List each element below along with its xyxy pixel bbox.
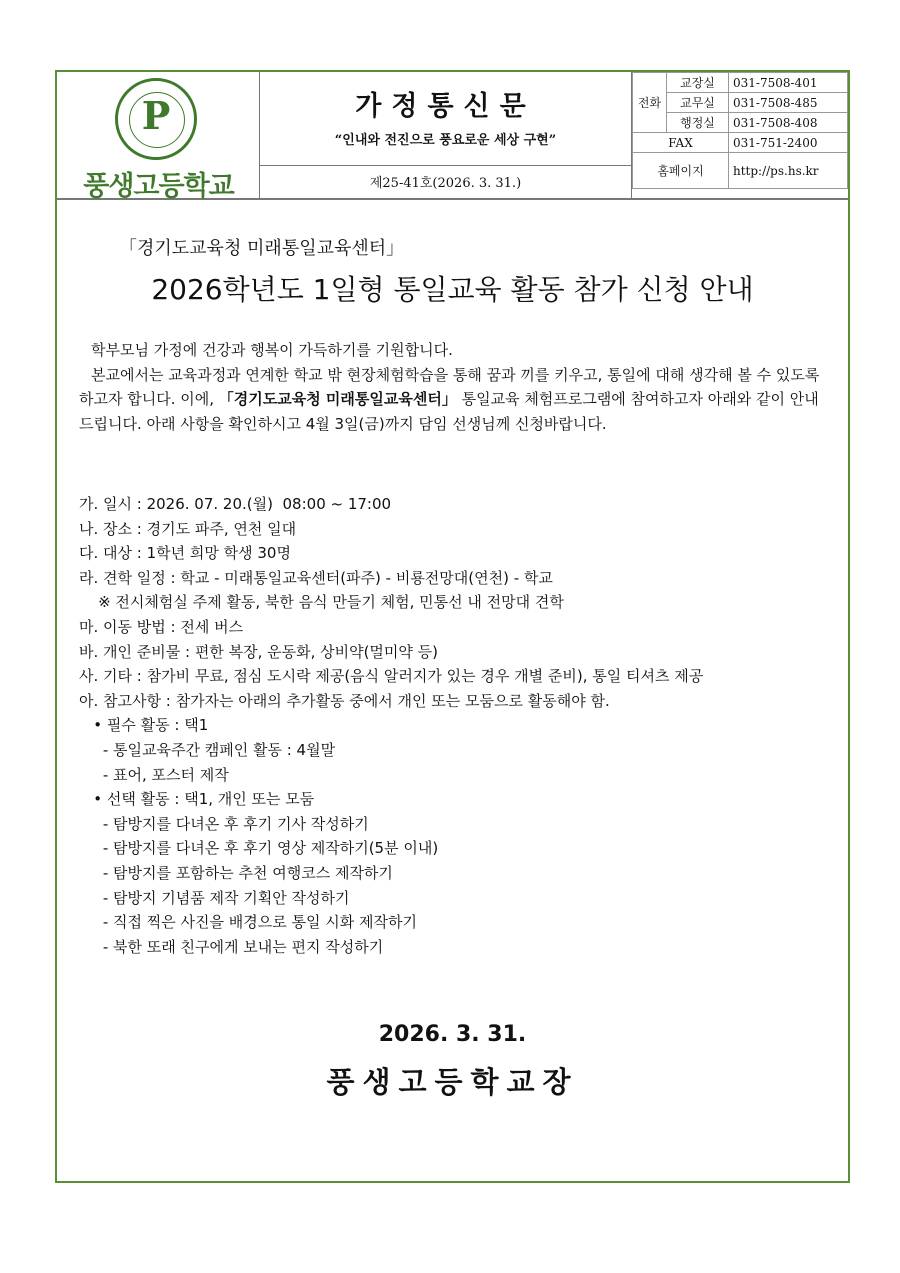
list-item: - 탐방지를 포함하는 추천 여행코스 제작하기 [79,863,393,882]
contact-label: 교장실 [667,73,729,93]
intro-text [79,338,829,436]
greeting: 학부모님 가정에 건강과 행복이 가득하기를 기원합니다. [91,341,453,359]
homepage-link[interactable]: http://ps.hs.kr [729,153,848,189]
list-item: - 직접 찍은 사진을 배경으로 통일 시화 제작하기 [79,913,417,932]
homepage-label: 홈페이지 [633,153,729,189]
document-title: 가정통신문 [355,91,536,122]
header [57,72,848,200]
school-name: 풍생고등학교 [83,171,234,202]
list-item: 바. 개인 준비물 : 편한 복장, 운동화, 상비약(멀미약 등) [79,642,439,661]
list-item: 라. 견학 일정 : 학교 - 미래통일교육센터(파주) - 비룡전망대(연천) - 학교 [79,568,553,587]
list-item: - 북한 또래 친구에게 보내는 편지 작성하기 [79,937,384,956]
list-item: 아. 참고사항 : 참가자는 아래의 추가활동 중에서 개인 또는 모둠으로 활동해야 함. [79,691,610,710]
list-item: 마. 이동 방법 : 전세 버스 [79,617,244,636]
school-motto: “인내와 전진으로 풍요로운 세상 구현” [334,133,557,148]
intro-paragraph [79,363,829,437]
list-item: ※ 전시체험실 주제 활동, 북한 음식 만들기 체험, 민통선 내 전망대 견학 [79,593,564,612]
headline: 2026학년도 1일형 통일교육 활동 참가 신청 안내 [151,273,754,306]
school-logo [57,72,260,200]
intro-text-post: 통일교육 체험프로그램에 참여하고자 아래와 같이 안내드립니다. 아래 사항을 확인하시고 4월 3일(금)까지 담임 선생님께 신청바랍니다. [79,390,819,433]
list-item: - 표어, 포스터 제작 [79,765,229,784]
list-item: - 탐방지를 다녀온 후 후기 기사 작성하기 [79,814,369,833]
list-item: 가. 일시 : 2026. 07. 20.(월) 08:00 ~ 17:00 [79,495,392,513]
issue-date: 2026. 3. 31. [378,1022,527,1047]
contact-label: 교무실 [667,93,729,113]
details-list [79,492,849,959]
intro-bold: 「경기도교육청 미래통일교육센터」 [218,390,457,409]
contact-table [632,72,848,189]
list-item: • 선택 활동 : 택1, 개인 또는 모둠 [79,790,315,809]
list-item: - 통일교육주간 캠페인 활동 : 4월말 [79,740,336,759]
newsletter-page [55,70,850,1183]
issue-number: 제25-41호(2026. 3. 31.) [260,165,631,200]
list-item: 사. 기타 : 참가비 무료, 점심 도시락 제공(음식 알러지가 있는 경우 개별 준비), 통일 티셔츠 제공 [79,667,704,686]
school-seal-icon: P [115,78,197,160]
list-item: - 탐방지 기념품 제작 기획안 작성하기 [79,888,350,907]
list-item: 다. 대상 : 1학년 희망 학생 30명 [79,544,291,563]
fax-value: 031-751-2400 [729,133,848,153]
contact-label: 행정실 [667,113,729,133]
list-item: • 필수 활동 : 택1 [79,716,209,735]
list-item: 나. 장소 : 경기도 파주, 연천 일대 [79,519,297,538]
intro-text-pre: 본교에서는 교육과정과 연계한 학교 밖 현장체험학습을 통해 꿈과 끼를 키우고, 통일에 대해 생각해 볼 수 있도록 하고자 합니다. 이에, [79,365,820,409]
contact-value: 031-7508-408 [729,113,848,133]
contact-value: 031-7508-485 [729,93,848,113]
contact-value: 031-7508-401 [729,73,848,93]
subtitle: 「경기도교육청 미래통일교육센터」 [119,238,405,259]
list-item: - 탐방지를 다녀온 후 후기 영상 제작하기(5분 이내) [79,839,439,858]
fax-label: FAX [633,133,729,153]
signature: 풍생고등학교장 [326,1065,579,1099]
phone-label: 전화 [633,73,667,133]
